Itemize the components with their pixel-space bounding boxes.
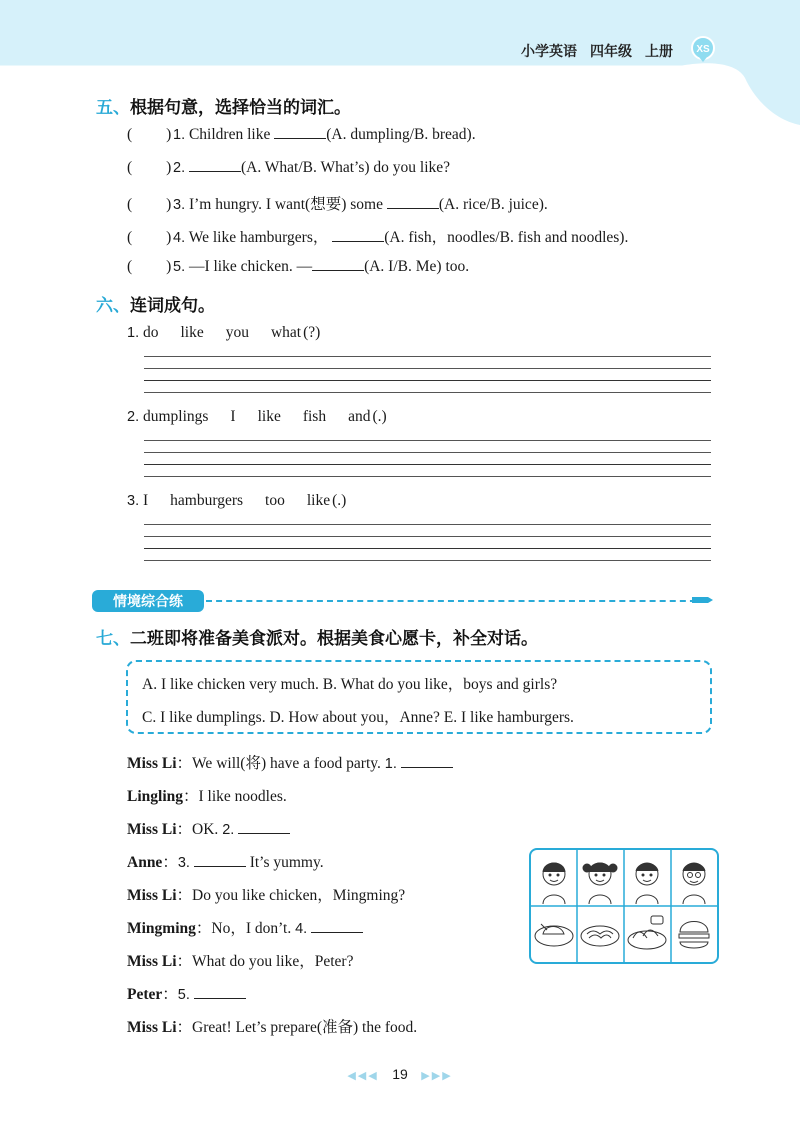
- q-text-after: (A. rice/B. juice).: [438, 196, 548, 213]
- xs-badge-icon: [690, 36, 716, 62]
- dialogue-line-7: [127, 949, 353, 971]
- girl-pigtails-avatar-icon: [583, 863, 617, 904]
- noodles-icon: [581, 926, 619, 946]
- section5-title-text: 根据句意，选择恰当的词汇。: [130, 98, 351, 117]
- q-number: 3.: [173, 197, 186, 213]
- section7-title-text: 二班即将准备美食派对。根据美食心愿卡，补全对话。: [130, 629, 538, 648]
- answer-blank[interactable]: [311, 920, 363, 933]
- q-text-before: I’m hungry. I want(想要) some: [188, 196, 383, 213]
- paren-open: (: [127, 258, 133, 275]
- paren-close: ): [166, 196, 172, 213]
- word: like: [257, 408, 281, 425]
- paren-open: (: [127, 159, 133, 176]
- practice-label: 情境综合练: [92, 590, 204, 612]
- s6-item-2: [127, 408, 387, 426]
- line-text: No，I don’t.: [211, 920, 292, 937]
- separator: ：: [176, 887, 193, 904]
- s5-question-2: [127, 159, 450, 177]
- speaker: Miss Li: [127, 821, 177, 838]
- answer-blank[interactable]: [238, 821, 290, 834]
- practice-divider: [206, 600, 706, 602]
- separator: ：: [183, 788, 199, 805]
- speaker: Peter: [127, 986, 163, 1003]
- word: you: [225, 324, 249, 341]
- word: I: [142, 492, 149, 509]
- word: I: [230, 408, 236, 425]
- dialogue-line-2: [127, 784, 287, 806]
- answer-blank[interactable]: [194, 986, 246, 999]
- q-text-before: We like hamburgers，: [188, 229, 329, 246]
- paren-open: (: [127, 126, 133, 143]
- dialogue-line-9: [127, 1015, 417, 1037]
- word: do: [142, 324, 159, 341]
- next-arrows-icon: ▶▶▶: [421, 1070, 453, 1082]
- speaker: Anne: [127, 854, 163, 871]
- s5-question-3: [127, 192, 548, 214]
- boy-glasses-avatar-icon: [683, 863, 705, 904]
- options-box: [126, 660, 712, 734]
- answer-blank[interactable]: [312, 258, 364, 271]
- word: like: [306, 492, 331, 509]
- paren-close: ): [166, 229, 172, 246]
- answer-blank[interactable]: [332, 229, 384, 242]
- food-wish-card-illustration: [531, 850, 717, 962]
- chicken-icon: [535, 924, 573, 946]
- section6-num: 六、: [96, 296, 130, 315]
- word: (?): [303, 324, 321, 341]
- dumplings-icon: [628, 916, 666, 949]
- word: hamburgers: [170, 492, 244, 509]
- separator: ：: [162, 854, 178, 871]
- s6-item-1: [127, 324, 320, 342]
- q-text-after: (A. I/B. Me) too.: [364, 258, 470, 275]
- separator: ：: [176, 755, 193, 772]
- paren-close: ): [166, 258, 172, 275]
- word: too: [265, 492, 285, 509]
- answer-blank[interactable]: [189, 159, 241, 172]
- line-text: We will(将) have a food party.: [192, 755, 381, 772]
- q-text-after: (A. fish，noodles/B. fish and noodles).: [384, 229, 629, 246]
- prev-arrows-icon: ◀◀◀: [347, 1070, 379, 1082]
- word: what: [270, 324, 302, 341]
- word: (.): [332, 492, 347, 509]
- options-line-2: C. I like dumplings. D. How about you，Anne? E. I like hamburgers.: [142, 709, 574, 726]
- speaker: Miss Li: [127, 1019, 177, 1036]
- separator: ：: [195, 920, 212, 937]
- page-footer: [0, 1066, 800, 1084]
- section6-title: [96, 291, 215, 316]
- answer-blank[interactable]: [401, 755, 453, 768]
- header-subject: 小学英语: [521, 43, 577, 59]
- s5-question-5: [127, 258, 469, 276]
- separator: ：: [176, 821, 193, 838]
- dialogue-line-6: [127, 916, 363, 938]
- answer-blank[interactable]: [194, 854, 246, 867]
- pencil-icon: [690, 594, 714, 606]
- paren-open: (: [127, 229, 133, 246]
- item-number: 3.: [127, 493, 140, 509]
- section5-num: 五、: [96, 98, 130, 117]
- dialogue-line-8: [127, 982, 246, 1004]
- header-grade: 四年级: [590, 43, 632, 59]
- q-number: 2.: [173, 160, 186, 176]
- blank-number: 5.: [177, 987, 190, 1003]
- section7-num: 七、: [96, 629, 130, 648]
- speaker: Mingming: [127, 920, 196, 937]
- blank-number: 2.: [222, 822, 235, 838]
- paren-close: ): [166, 159, 172, 176]
- s5-question-1: [127, 126, 476, 144]
- paren-open: (: [127, 196, 133, 213]
- separator: ：: [176, 1019, 193, 1036]
- options-line-1: A. I like chicken very much. B. What do you like，boys and girls?: [142, 676, 558, 693]
- paren-close: ): [166, 126, 172, 143]
- header-volume: 上册: [645, 43, 673, 59]
- xs-badge-text: XS: [696, 44, 710, 55]
- s6-item-3: [127, 492, 346, 510]
- q-text-after: (A. dumpling/B. bread).: [326, 126, 476, 143]
- line-text: Great! Let’s prepare(准备) the food.: [192, 1019, 418, 1036]
- page-number: 19: [392, 1066, 408, 1082]
- word: (.): [372, 408, 387, 425]
- dialogue-line-1: [127, 751, 453, 773]
- word: like: [180, 324, 204, 341]
- line-text: I like noodles.: [198, 788, 287, 805]
- boy-avatar-icon: [636, 863, 658, 904]
- blank-number: 3.: [177, 855, 190, 871]
- s5-question-4: [127, 225, 628, 247]
- answer-blank[interactable]: [387, 196, 439, 209]
- speaker: Miss Li: [127, 755, 177, 772]
- item-number: 1.: [127, 325, 140, 341]
- section5-title: [96, 93, 351, 118]
- speaker: Miss Li: [127, 953, 177, 970]
- blank-number: 1.: [384, 756, 397, 772]
- separator: ：: [176, 953, 193, 970]
- q-number: 1.: [173, 127, 186, 143]
- dialogue-line-3: [127, 817, 290, 839]
- dialogue-line-4: [127, 850, 324, 872]
- q-text-after: (A. What/B. What’s) do you like?: [240, 159, 451, 176]
- line-text: Do you like chicken，Mingming?: [192, 887, 406, 904]
- item-number: 2.: [127, 409, 140, 425]
- q-text-before: —I like chicken. —: [188, 258, 313, 275]
- hamburger-icon: [679, 922, 709, 949]
- section7-title: [96, 624, 538, 649]
- separator: ：: [162, 986, 178, 1003]
- dialogue-line-5: [127, 883, 405, 905]
- q-number: 4.: [173, 230, 186, 246]
- q-text-before: Children like: [188, 126, 271, 143]
- line-text: What do you like，Peter?: [192, 953, 354, 970]
- word: dumplings: [142, 408, 209, 425]
- line-text-after: It’s yummy.: [249, 854, 324, 871]
- section6-title-text: 连词成句。: [130, 296, 215, 315]
- word: and: [348, 408, 371, 425]
- answer-blank[interactable]: [274, 126, 326, 139]
- speaker: Miss Li: [127, 887, 177, 904]
- food-wish-card: [529, 848, 719, 964]
- word: fish: [302, 408, 327, 425]
- girl-avatar-icon: [543, 863, 565, 904]
- q-number: 5.: [173, 259, 186, 275]
- speaker: Lingling: [127, 788, 183, 805]
- blank-number: 4.: [295, 921, 308, 937]
- line-text: OK.: [192, 821, 219, 838]
